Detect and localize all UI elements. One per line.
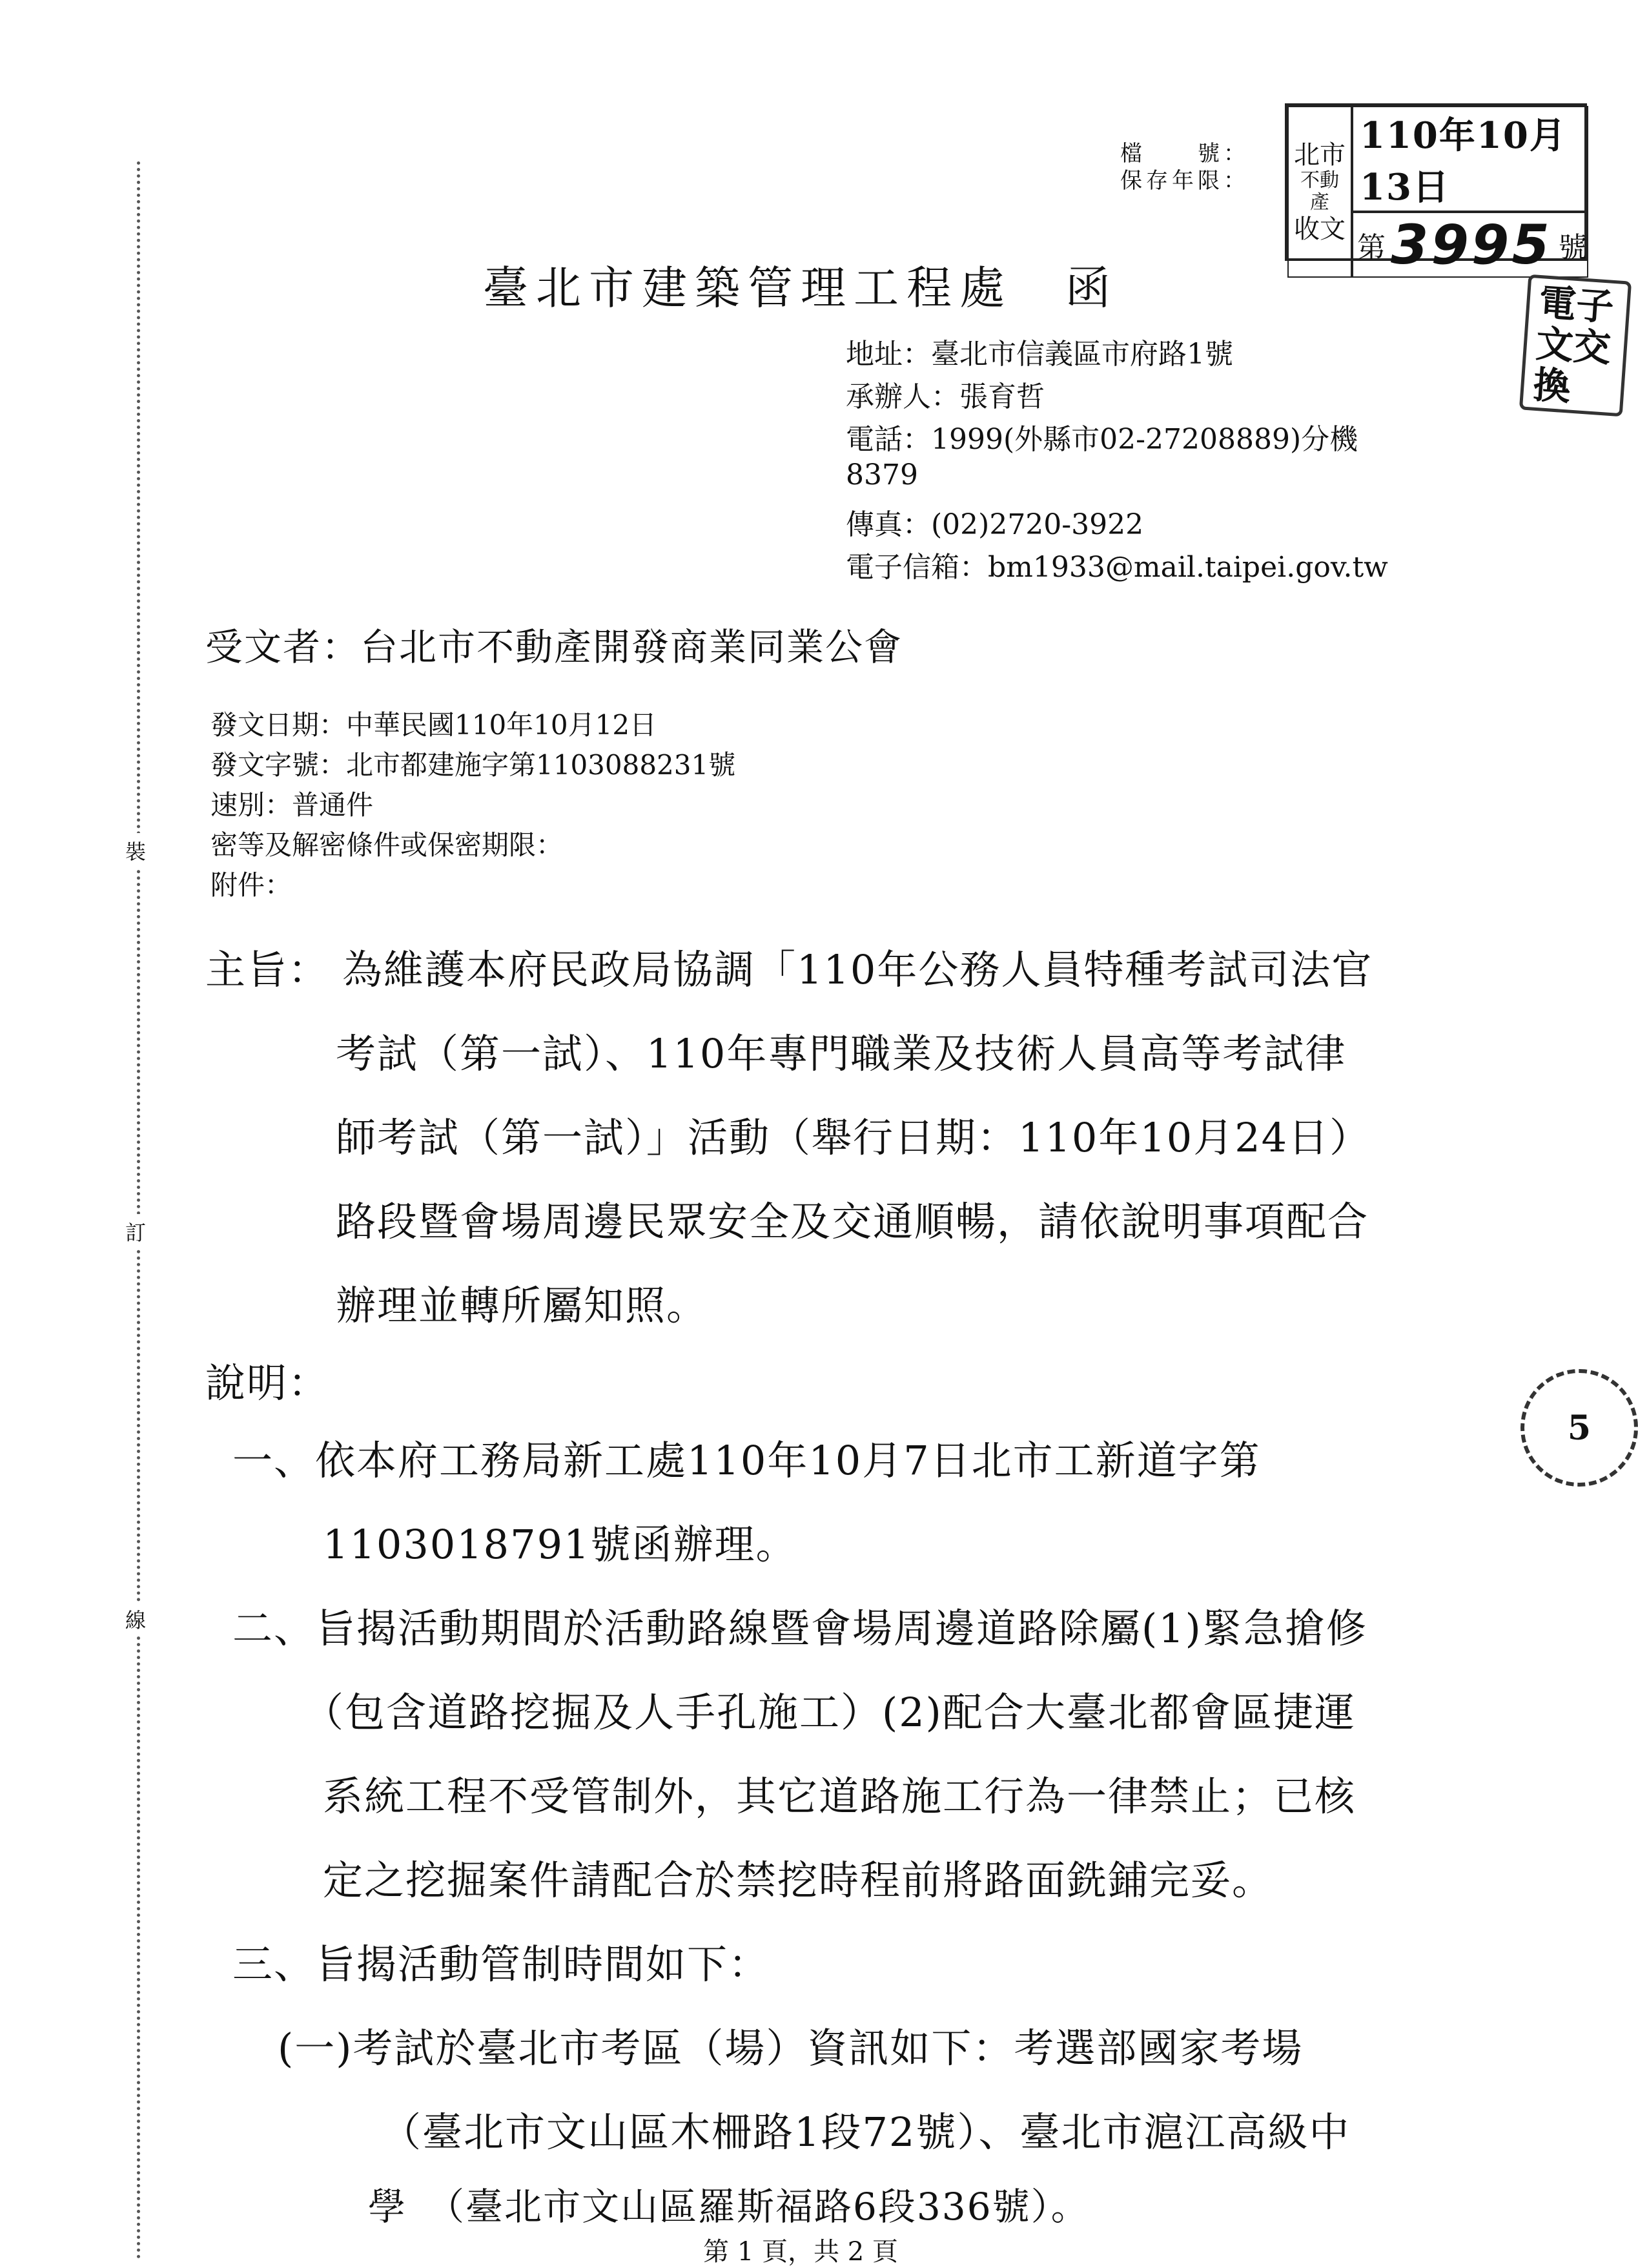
explanation-item-1-line-1: 一、依本府工務局新工處110年10月7日北市工新道字第 <box>232 1437 1261 1484</box>
issue-date: 發文日期：中華民國110年10月12日 <box>210 709 657 741</box>
receipt-number: 3995 <box>1391 213 1552 276</box>
contact-address: 地址：臺北市信義區市府路1號 <box>846 338 1233 371</box>
side-stamp-line2: 文交 <box>1534 321 1613 371</box>
recipient: 受文者：台北市不動產開發商業同業公會 <box>205 625 903 669</box>
receipt-number-suffix: 號 <box>1558 231 1587 264</box>
receipt-stamp-org-line2: 不動產 <box>1300 169 1339 214</box>
explanation-item-2-line-1: 二、旨揭活動期間於活動路線暨會場周邊道路除屬(1)緊急搶修 <box>232 1605 1367 1652</box>
receipt-stamp-org-line3: 收文 <box>1294 214 1346 244</box>
subject-label: 主旨： <box>205 946 330 993</box>
secrecy-level: 密等及解密條件或保密期限： <box>210 829 564 861</box>
explanation-item-3-line-1: 三、旨揭活動管制時間如下： <box>232 1941 770 1988</box>
explanation-sub-1-line-3: 學 （臺北市文山區羅斯福路6段336號）。 <box>368 2185 1090 2229</box>
page-seal <box>1520 1369 1638 1487</box>
explanation-sub-1-line-1: (一)考試於臺北市考區（場）資訊如下：考選部國家考場 <box>278 2025 1304 2072</box>
retention-period-label: 保存年限： <box>1120 168 1249 194</box>
contact-handler: 承辦人：張育哲 <box>846 380 1045 413</box>
document-title: 臺北市建築管理工程處 函 <box>483 262 1118 314</box>
subject-line-3: 師考試（第一試）」活動（舉行日期：110年10月24日） <box>336 1114 1371 1161</box>
explanation-item-2-line-2: （包含道路挖掘及人手孔施工）(2)配合大臺北都會區捷運 <box>303 1689 1356 1736</box>
contact-phone-ext: 8379 <box>846 459 918 491</box>
page-seal-text: 5 <box>1567 1408 1592 1448</box>
explanation-item-2-line-3: 系統工程不受管制外，其它道路施工行為一律禁止；已核 <box>323 1773 1356 1820</box>
explanation-label: 說明： <box>205 1359 330 1407</box>
attachments: 附件： <box>210 869 292 901</box>
side-stamp-line3: 換 <box>1531 362 1572 409</box>
binding-mark-xian: 線 <box>125 1602 146 1636</box>
subject-line-2: 考試（第一試）、110年專門職業及技術人員高等考試律 <box>336 1030 1347 1077</box>
explanation-item-2-line-4: 定之挖掘案件請配合於禁挖時程前將路面銑鋪完妥。 <box>323 1857 1274 1904</box>
receipt-stamp-date: 110年10月13日 <box>1352 106 1588 212</box>
receipt-number-prefix: 第 <box>1357 231 1386 264</box>
contact-fax: 傳真：(02)2720-3922 <box>846 508 1144 541</box>
binding-dotted-line <box>137 161 140 2260</box>
explanation-item-1-line-2: 1103018791號函辦理。 <box>323 1521 797 1568</box>
side-stamp-line1: 電子 <box>1537 280 1615 329</box>
speed-category: 速別：普通件 <box>210 789 374 821</box>
explanation-sub-1-line-2: （臺北市文山區木柵路1段72號）、臺北市滬江高級中 <box>381 2108 1351 2156</box>
contact-phone: 電話：1999(外縣市02-27208889)分機 <box>846 423 1358 456</box>
receipt-stamp <box>1285 103 1587 276</box>
contact-email: 電子信箱：bm1933@mail.taipei.gov.tw <box>846 551 1388 584</box>
subject-line-5: 辦理並轉所屬知照。 <box>336 1282 708 1329</box>
subject-line-4: 路段暨會場周邊民眾安全及交通順暢，請依說明事項配合 <box>336 1198 1369 1245</box>
file-number-label: 檔 號： <box>1120 141 1249 167</box>
document-number: 發文字號：北市都建施字第1103088231號 <box>210 749 736 781</box>
binding-mark-ding: 訂 <box>125 1214 146 1249</box>
subject-line-1: 為維護本府民政局協調「110年公務人員特種考試司法官 <box>342 946 1373 993</box>
receipt-stamp-org-line1: 北市 <box>1294 139 1346 170</box>
page-number: 第 1 頁，共 2 頁 <box>703 2237 898 2267</box>
binding-mark-zhuang: 裝 <box>125 833 146 868</box>
